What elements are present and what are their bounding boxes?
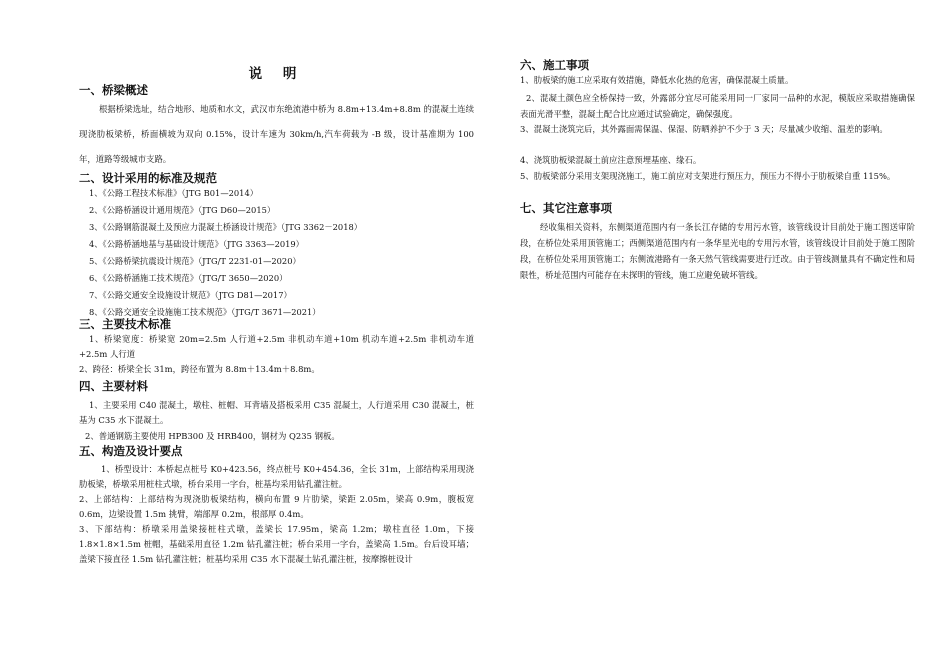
section-6-heading: 六、施工事项	[520, 58, 589, 72]
section-6-item-4: 4、浇筑肋板梁混凝土前应注意预埋基座、缘石。	[520, 155, 702, 165]
section-7-heading: 七、其它注意事项	[520, 201, 612, 215]
section-4-steel: 2、普通钢筋主要使用 HPB300 及 HRB400，钢材为 Q235 钢板。	[85, 431, 340, 441]
standard-item: 5、《公路桥梁抗震设计规范》（JTG/T 2231-01—2020）	[89, 256, 301, 266]
section-6-item-3: 3、混凝土浇筑完后，其外露面需保温、保湿、防晒养护不少于 3 天；尽量减少收缩、温差的影响。	[520, 124, 888, 134]
section-7-paragraph: 经收集相关资料，东侧渠道范围内有一条长江存储的专用污水管，该管线设计目前处于施工图送审阶段，在桥位处采用顶管施工；西侧渠道范围内有一条华星光电的专用污水管，该管线设计目前处于施工图阶段，在桥位处采用顶管施工；东侧流港路有一条天然气管线需要进行迁改。由于管线测量具有不确定性和局限性，桥址范围内可能存在未探明的管线，施工应避免破坏管线。	[520, 222, 915, 280]
section-5-superstructure: 2、上部结构：上部结构为现浇肋板梁结构，横向布置 9 片肋梁，梁距 2.05m，梁高 0.9m，腹板宽 0.6m，边梁设置 1.5m 挑臂，端部厚 0.2m，根部厚 0.4m。	[79, 494, 474, 520]
standard-item: 7、《公路交通安全设施设计规范》（JTG D81—2017）	[89, 290, 292, 300]
standard-item: 1、《公路工程技术标准》（JTG B01—2014）	[89, 188, 259, 198]
section-5-substructure: 3、下部结构：桥墩采用盖梁接桩柱式墩，盖梁长 17.95m，梁高 1.2m；墩柱直径 1.0m，下接 1.8×1.8×1.5m 桩帽，基础采用直径 1.2m 钻孔灌注桩；桥台采用一字台，盖梁高 1.5m。台后设耳墙；盖梁下接直径 1.5m 钻孔灌注桩；桩基均采用 C35 水下混凝土钻孔灌注桩，按摩擦桩设计	[79, 524, 474, 565]
section-5-heading: 五、构造及设计要点	[79, 444, 183, 458]
section-4-concrete: 1、主要采用 C40 混凝土，墩柱、桩帽、耳背墙及搭板采用 C35 混凝土，人行道采用 C30 混凝土，桩基为 C35 水下混凝土。	[79, 400, 474, 426]
section-4-heading: 四、主要材料	[79, 379, 148, 393]
standard-item: 2、《公路桥涵设计通用规范》（JTG D60—2015）	[89, 205, 276, 215]
section-6-item-1: 1、肋板梁的施工应采取有效措施，降低水化热的危害，确保混凝土质量。	[520, 75, 794, 85]
section-1-heading: 一、桥梁概述	[79, 83, 148, 97]
section-6-item-5: 5、肋板梁部分采用支架现浇施工，施工前应对支架进行预压力，预压力不得小于肋板梁自重 115%。	[520, 171, 896, 181]
standard-item: 3、《公路钢筋混凝土及预应力混凝土桥涵设计规范》（JTG 3362－2018）	[89, 222, 363, 232]
standard-item: 4、《公路桥涵地基与基础设计规范》（JTG 3363—2019）	[89, 239, 304, 249]
section-6-item-2: 2、混凝土颜色应全桥保持一致，外露部分宜尽可能采用同一厂家同一品种的水泥，模版应采取措施确保表面光滑平整，混凝土配合比应通过试验确定，确保强度。	[520, 93, 915, 119]
section-3-span: 2、跨径：桥梁全长 31m，跨径布置为 8.8m＋13.4m＋8.8m。	[79, 364, 320, 374]
section-3-heading: 三、主要技术标准	[79, 317, 171, 331]
section-5-bridge-type: 1、桥型设计：本桥起点桩号 K0+423.56，终点桩号 K0+454.36，全长 31m，上部结构采用现浇肋板梁，桥墩采用桩柱式墩，桥台采用一字台，桩基均采用钻孔灌注桩。	[79, 464, 474, 490]
section-2-heading: 二、设计采用的标准及规范	[79, 171, 217, 185]
standard-item: 6、《公路桥涵施工技术规范》（JTG/T 3650—2020）	[89, 273, 288, 283]
section-3-width: 1、桥梁宽度：桥梁宽 20m=2.5m 人行道+2.5m 非机动车道+10m 机动车道+2.5m 非机动车道+2.5m 人行道	[79, 334, 474, 360]
document-title: 说 明	[248, 66, 305, 82]
section-1-paragraph: 根据桥梁选址，结合地形、地质和水文，武汉市东绝流港中桥为 8.8m+13.4m+8.8m 的混凝土连续现浇肋板梁桥，桥面横坡为双向 0.15%，设计车速为 30km/h,汽车荷载为 -B 级，设计基准期为 100 年，道路等级城市支路。	[79, 104, 474, 164]
standard-item: 8、《公路交通安全设施施工技术规范》（JTG/T 3671—2021）	[89, 307, 321, 317]
